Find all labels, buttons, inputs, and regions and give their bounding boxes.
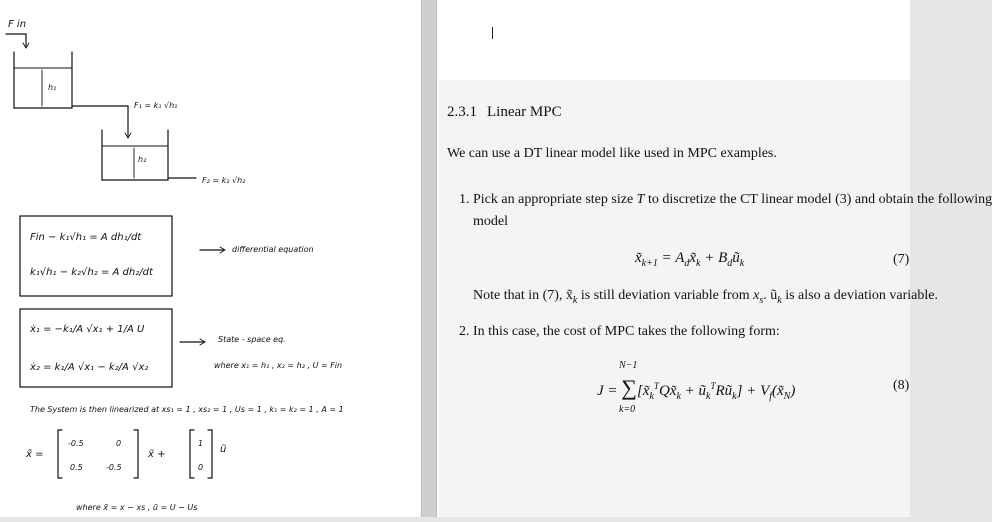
f2-label: F₂ = k₂ √h₂	[202, 176, 246, 185]
linearized-text: The System is then linearized at xs₁ = 1 , xs₂ = 1 , Us = 1 , k₁ = k₂ = 1 , A = 1	[30, 405, 344, 414]
list-item-1-text: Pick an appropriate step size T to discretize the CT linear model (3) and obtain the following	[473, 192, 992, 207]
document-page	[437, 0, 992, 517]
state-space-label: State - space eq.	[218, 335, 286, 344]
text-cursor	[492, 27, 493, 39]
document-body	[439, 80, 992, 517]
intro-paragraph: We can use a DT linear model like used in MPC examples.	[447, 146, 777, 161]
f-in-label: F in	[8, 19, 27, 30]
h2-label: h₂	[138, 155, 147, 164]
sum-lower-limit: k=0	[619, 404, 636, 415]
page-gutter	[421, 0, 437, 517]
handwritten-notes-page	[0, 0, 421, 517]
equation-8: $J = \sum[x̃_k^TQx̃_k$ + $ũ_k^TRũ_k$] + $V_f(x̃_N)$	[597, 375, 796, 402]
linear-model-mid: x̃ +	[148, 449, 166, 460]
state-space-where: where x₁ = h₁ , x₂ = h₂ , U = Fin	[214, 361, 343, 370]
list-item-2-text: In this case, the cost of MPC takes the following form:	[473, 324, 780, 339]
matrix-a-12: 0	[116, 439, 122, 448]
diff-eq-1: Fin − k₁√h₁ = A dh₁/dt	[30, 232, 142, 243]
section-number: 2.3.1	[447, 104, 477, 120]
inflow-arrow	[6, 34, 26, 46]
equation-8-number: (8)	[893, 378, 910, 393]
equation-7-number: (7)	[893, 252, 910, 267]
section-heading	[447, 104, 562, 121]
matrix-b-1: 1	[198, 439, 204, 448]
list-item-1-text-cont: model	[473, 214, 508, 229]
handwritten-notes-canvas	[0, 0, 421, 517]
matrix-a-11: -0.5	[68, 439, 84, 448]
section-title: Linear MPC	[487, 104, 562, 120]
linear-model-lhs: x̃̇ =	[26, 449, 44, 460]
state-space-eq-2: ẋ₂ = k₁/A √x₁ − k₂/A √x₂	[30, 362, 149, 373]
list-item-2-number: 2.	[459, 324, 470, 339]
matrix-b-2: 0	[198, 463, 204, 472]
note-paragraph: Note that in (7), $x̃_k$ is still deviation variable from $x_s$. $ũ_k$ is also a deviation variable.	[473, 288, 938, 306]
equation-7: $x̃_{k+1}$ = $A_dx̃_k$ + $B_dũ_k$	[635, 250, 745, 269]
tank-2	[102, 130, 168, 180]
differential-equations-box	[20, 216, 172, 296]
state-space-box	[20, 309, 172, 387]
document-page-top	[437, 0, 910, 78]
matrix-a-22: -0.5	[106, 463, 122, 472]
where-bottom: where x̃ = x − xs , ũ = U − Us	[76, 503, 198, 512]
matrix-a-21: 0.5	[70, 463, 83, 472]
h1-label: h₁	[48, 83, 57, 92]
state-space-eq-1: ẋ₁ = −k₁/A √x₁ + 1/A U	[30, 324, 145, 335]
differential-equation-label: differential equation	[232, 245, 314, 254]
list-item-1-number: 1.	[459, 192, 470, 207]
tank-1	[14, 52, 72, 108]
linear-model-end: ũ	[220, 444, 227, 455]
sum-upper-limit: N−1	[619, 360, 638, 371]
pipe-1	[72, 106, 128, 136]
diff-eq-2: k₁√h₁ − k₂√h₂ = A dh₂/dt	[30, 267, 153, 278]
f1-label: F₁ = k₁ √h₁	[134, 101, 178, 110]
